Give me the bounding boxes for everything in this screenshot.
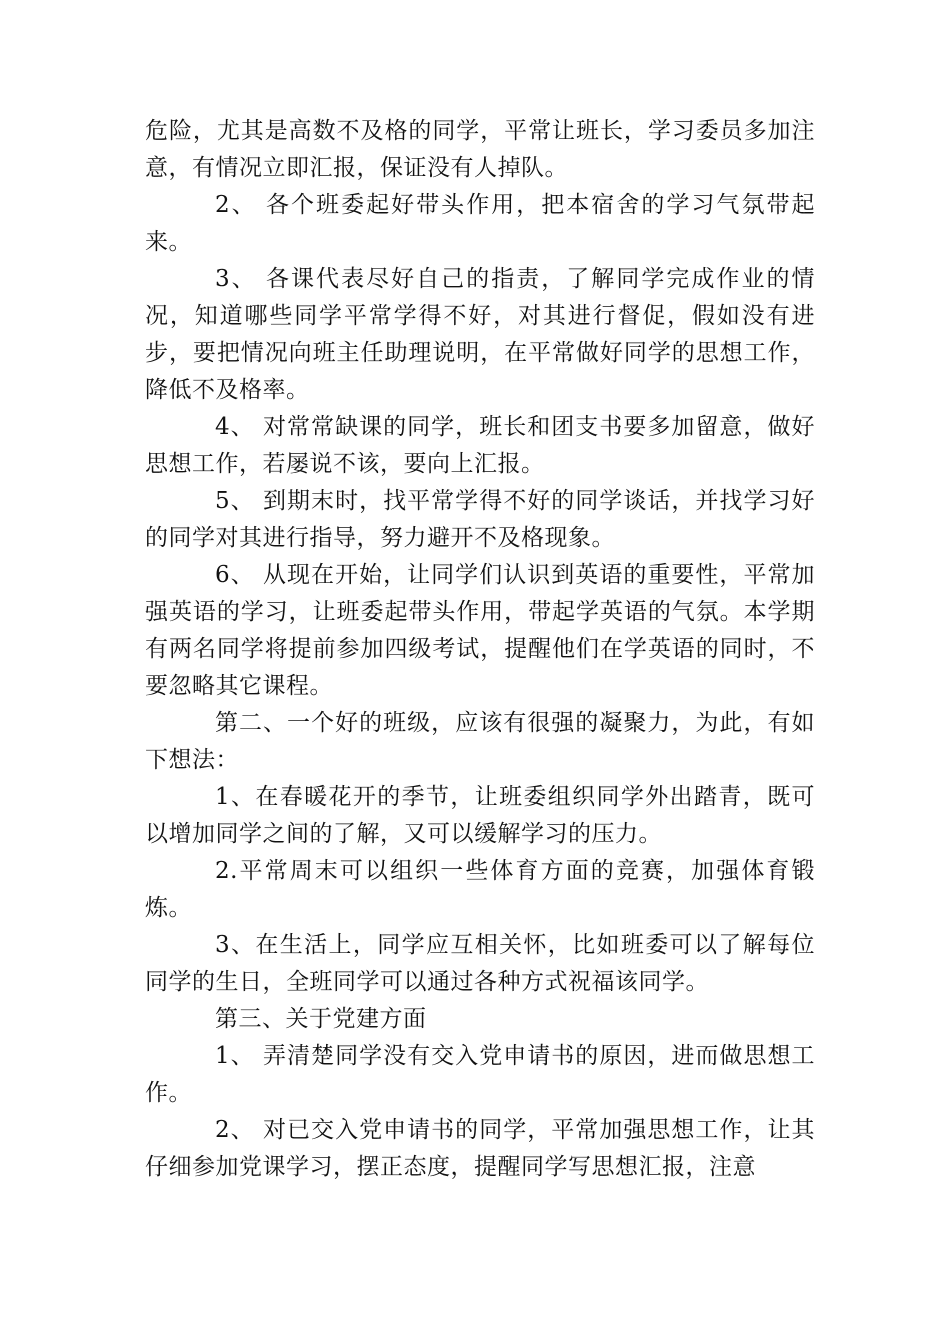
section-heading-2: 第二、一个好的班级，应该有很强的凝聚力，为此，有如下想法： bbox=[145, 710, 815, 773]
paragraph-7: 1、在春暖花开的季节，让班委组织同学外出踏青，既可以增加同学之间的了解，又可以缓解学习的压力。 bbox=[145, 784, 815, 847]
document-page bbox=[145, 113, 815, 1186]
section-heading-3: 第三、关于党建方面 bbox=[215, 1006, 427, 1032]
paragraph-6: 6、 从现在开始，让同学们认识到英语的重要性，平常加强英语的学习，让班委起带头作用，带起学英语的气氛。本学期有两名同学将提前参加四级考试，提醒他们在学英语的同时，不要忽略其它课程。 bbox=[145, 562, 815, 699]
paragraph-11: 2、 对已交入党申请书的同学，平常加强思想工作，让其仔细参加党课学习，摆正态度，提醒同学写思想汇报，注意 bbox=[145, 1117, 815, 1180]
paragraph-5: 5、 到期末时，找平常学得不好的同学谈话，并找学习好的同学对其进行指导，努力避开不及格现象。 bbox=[145, 488, 815, 551]
paragraph-1: 危险，尤其是高数不及格的同学，平常让班长，学习委员多加注意，有情况立即汇报，保证没有人掉队。 bbox=[145, 118, 815, 181]
paragraph-3: 3、 各课代表尽好自己的指责，了解同学完成作业的情况，知道哪些同学平常学得不好，对其进行督促，假如没有进步，要把情况向班主任助理说明，在平常做好同学的思想工作，降低不及格率。 bbox=[145, 266, 815, 403]
paragraph-2: 2、 各个班委起好带头作用，把本宿舍的学习气氛带起来。 bbox=[145, 192, 815, 255]
paragraph-9: 3、在生活上，同学应互相关怀，比如班委可以了解每位同学的生日，全班同学可以通过各种方式祝福该同学。 bbox=[145, 932, 815, 995]
paragraph-10: 1、 弄清楚同学没有交入党申请书的原因，进而做思想工作。 bbox=[145, 1043, 815, 1106]
paragraph-8: 2.平常周末可以组织一些体育方面的竞赛，加强体育锻炼。 bbox=[145, 858, 815, 921]
paragraph-4: 4、 对常常缺课的同学，班长和团支书要多加留意，做好思想工作，若屡说不该，要向上汇报。 bbox=[145, 414, 815, 477]
